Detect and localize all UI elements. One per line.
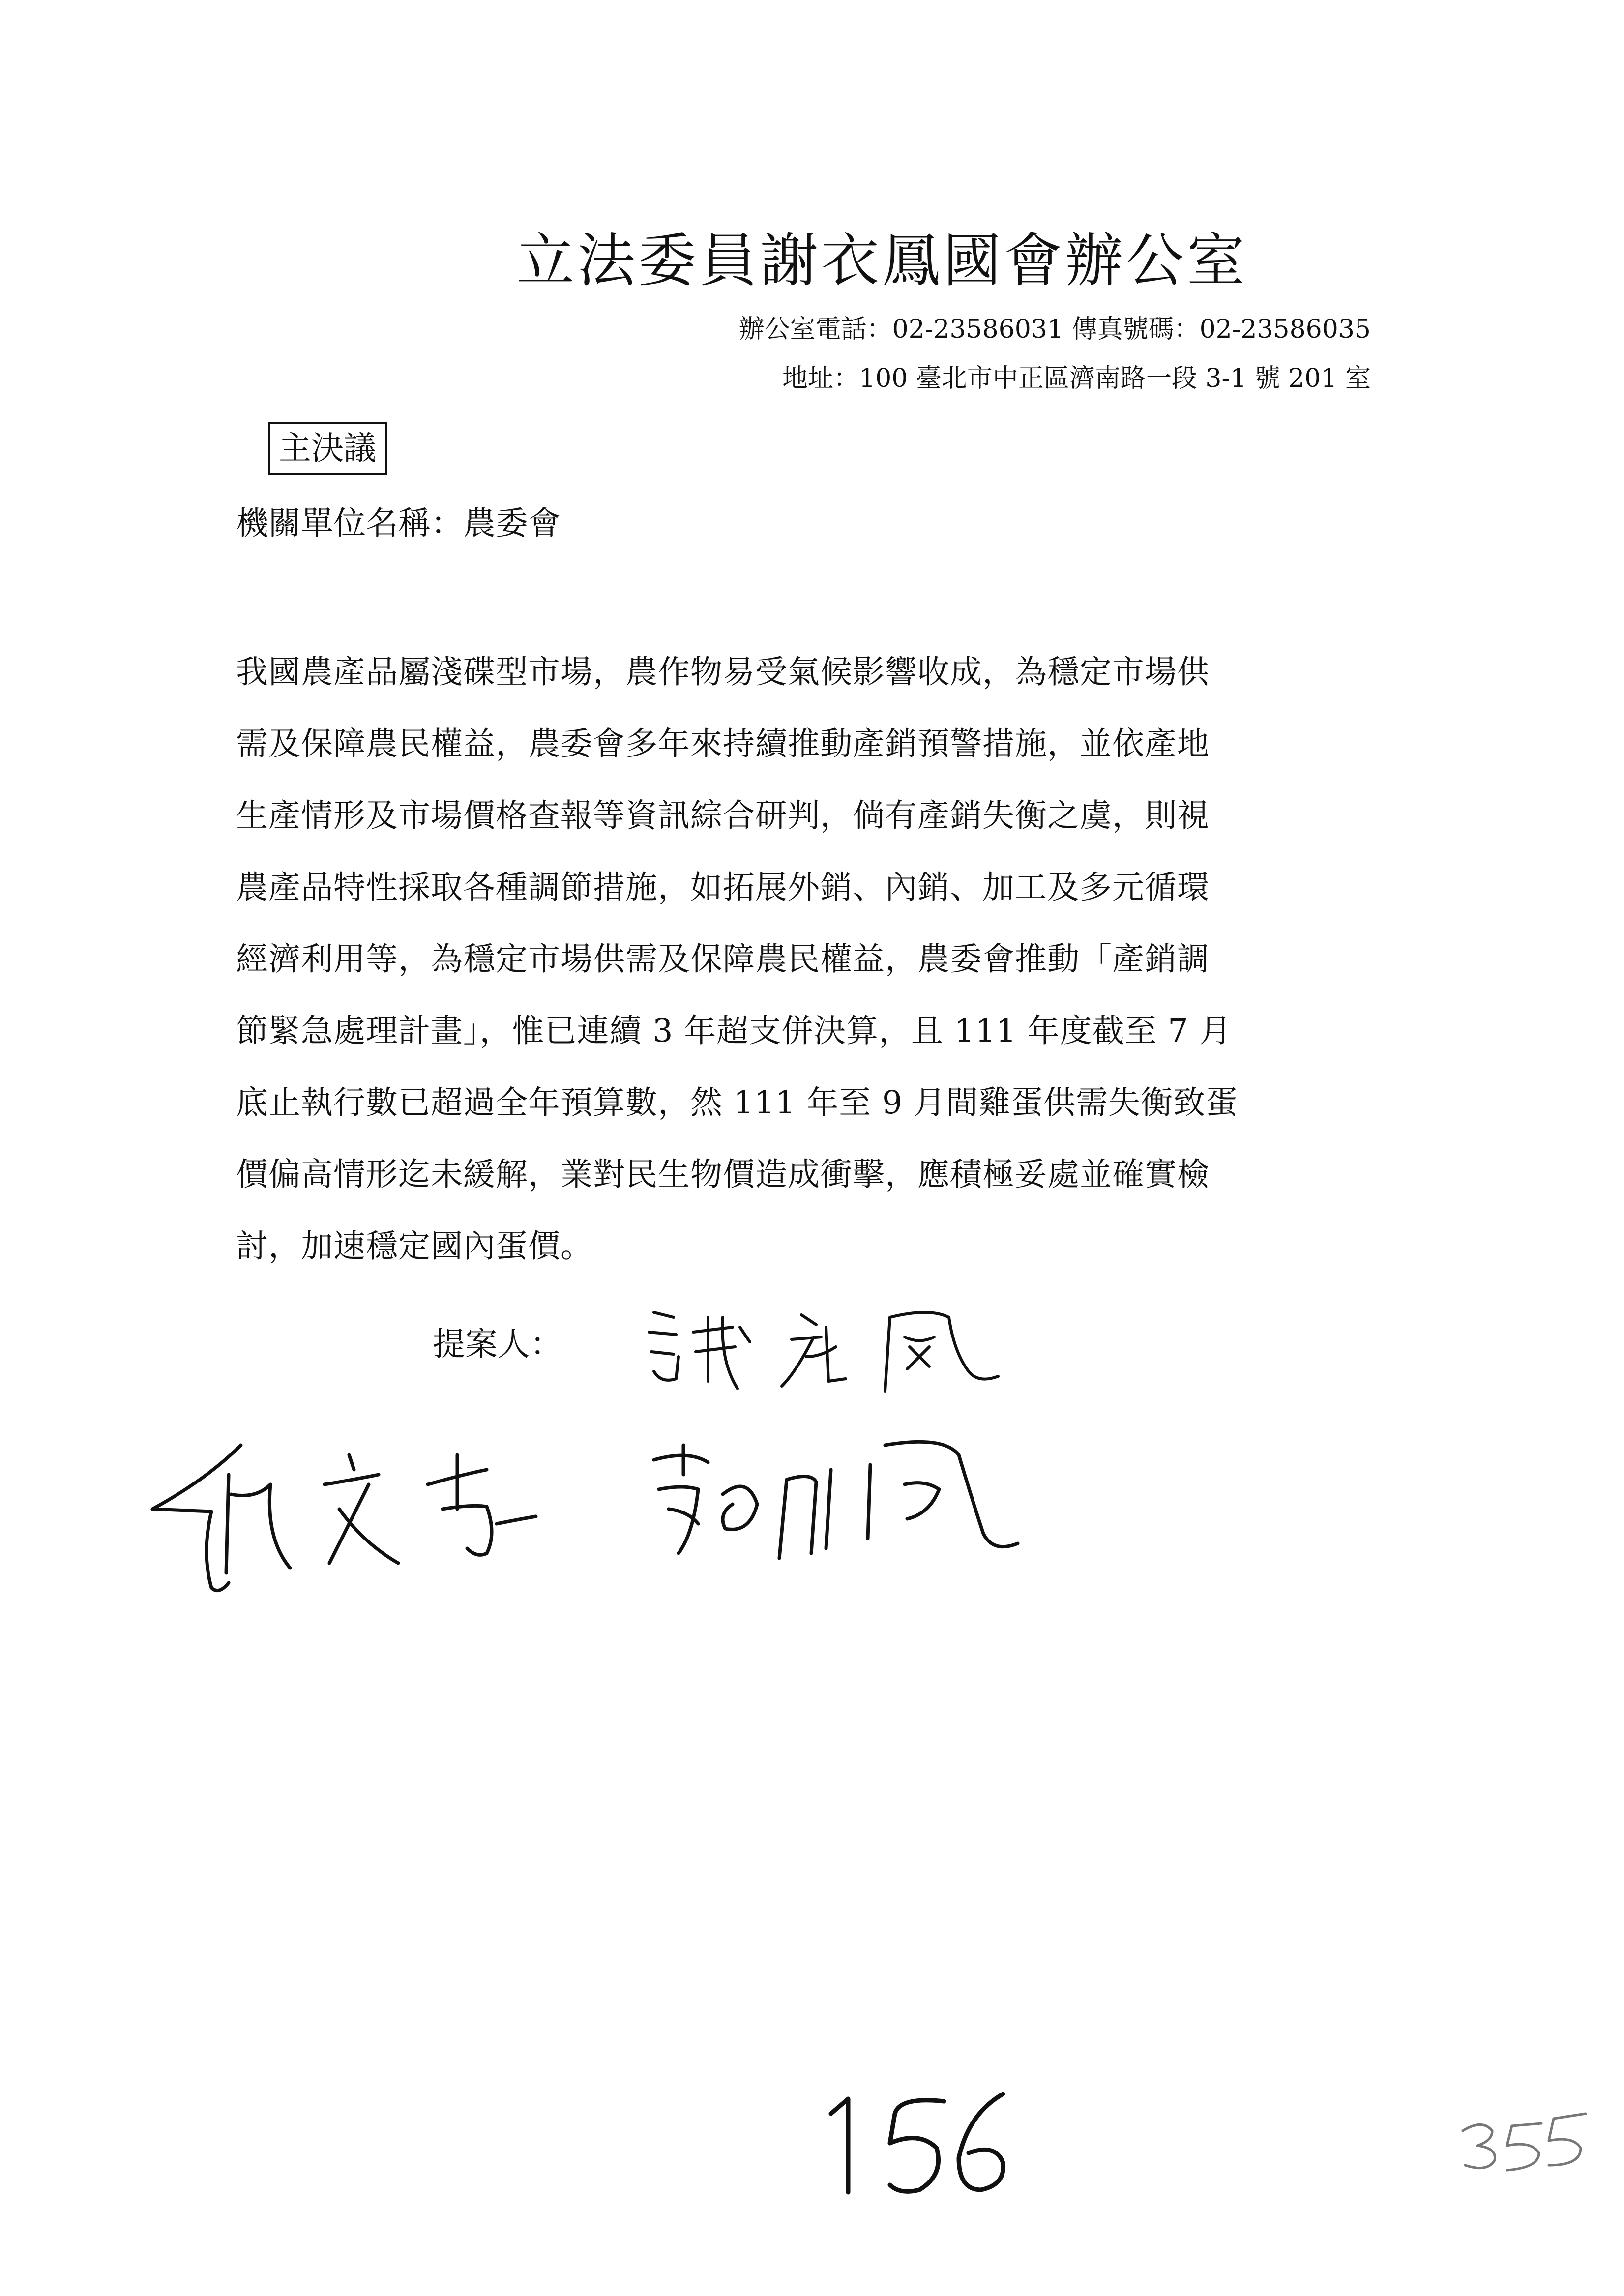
body-line: 生產情形及市場價格查報等資訊綜合研判，倘有產銷失衡之虞，則視 xyxy=(236,797,1210,834)
office-phone-line: 辦公室電話：02-23586031 傳真號碼：02-23586035 xyxy=(738,315,1371,344)
body-line: 底止執行數已超過全年預算數，然 111 年至 9 月間雞蛋供需失衡致蛋 xyxy=(236,1084,1239,1121)
body-line: 經濟利用等，為穩定市場供需及保障農民權益，農委會推動「產銷調 xyxy=(236,941,1210,978)
body-line: 需及保障農民權益，農委會多年來持續推動產銷預警措施，並依產地 xyxy=(236,726,1210,762)
signature-proposer-2 xyxy=(143,1425,561,1612)
resolution-type-box: 主決議 xyxy=(268,422,387,475)
handwritten-corner-number xyxy=(1453,2104,1591,2178)
office-title: 立法委員謝衣鳳國會辦公室 xyxy=(516,227,1248,294)
body-line: 我國農產品屬淺碟型市場，農作物易受氣候影響收成，為穩定市場供 xyxy=(236,654,1210,691)
proposer-label: 提案人： xyxy=(433,1325,562,1363)
signature-proposer-3 xyxy=(639,1425,1033,1588)
agency-name-line: 機關單位名稱：農委會 xyxy=(236,504,561,542)
signature-proposer-1 xyxy=(634,1298,1018,1396)
body-line: 農產品特性採取各種調節措施，如拓展外銷、內銷、加工及多元循環 xyxy=(236,869,1210,906)
office-address-line: 地址：100 臺北市中正區濟南路一段 3-1 號 201 室 xyxy=(782,364,1371,393)
body-line: 討，加速穩定國內蛋價。 xyxy=(236,1228,593,1265)
resolution-body xyxy=(236,637,1377,1282)
body-line: 價偏高情形迄未緩解，業對民生物價造成衝擊，應積極妥處並確實檢 xyxy=(236,1156,1210,1193)
handwritten-page-number xyxy=(811,2084,1018,2202)
body-line: 節緊急處理計畫」，惟已連續 3 年超支併決算，且 111 年度截至 7 月 xyxy=(236,1013,1232,1049)
